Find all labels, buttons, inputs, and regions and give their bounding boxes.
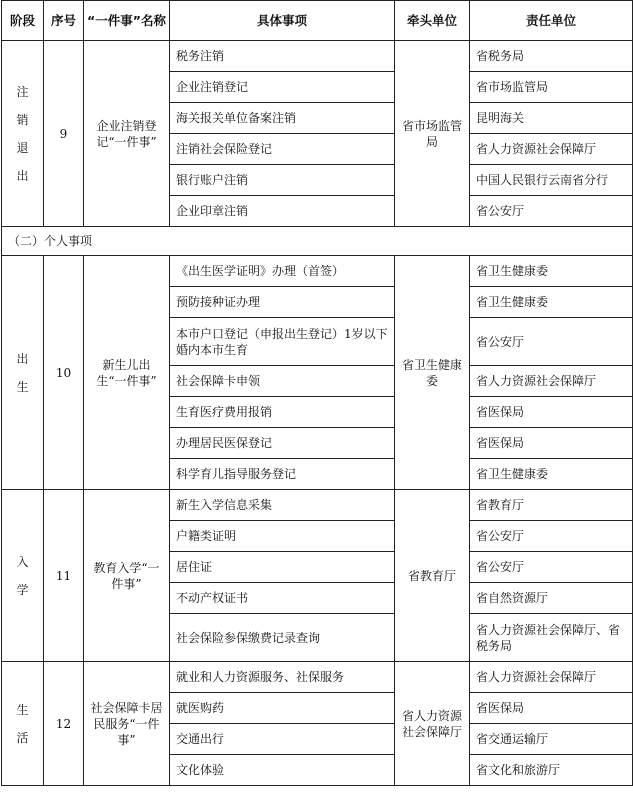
lead-unit-cell: 省教育厅 [395, 490, 470, 662]
lead-unit-cell: 省市场监管局 [395, 41, 470, 227]
matter-name-cell: 新生儿出生“一件事” [84, 256, 170, 490]
matter-name-cell: 教育入学“一件事” [84, 490, 170, 662]
item-cell: 户籍类证明 [170, 521, 395, 552]
item-cell: 不动产权证书 [170, 583, 395, 614]
matter-name-cell: 社会保障卡居民服务“一件事” [84, 662, 170, 786]
number-cell: 12 [44, 662, 84, 786]
number-cell: 11 [44, 490, 84, 662]
dept-cell: 中国人民银行云南省分行 [470, 165, 633, 196]
item-cell: 《出生医学证明》办理（首签） [170, 256, 395, 287]
dept-cell: 省公安厅 [470, 521, 633, 552]
dept-cell: 省人力资源社会保障厅 [470, 366, 633, 397]
header-stage: 阶段 [2, 1, 44, 41]
dept-cell: 省医保局 [470, 397, 633, 428]
section-title: （二）个人事项 [2, 227, 633, 256]
dept-cell: 省卫生健康委 [470, 287, 633, 318]
item-cell: 科学育儿指导服务登记 [170, 459, 395, 490]
dept-cell: 省人力资源社会保障厅、省税务局 [470, 614, 633, 662]
dept-cell: 省自然资源厅 [470, 583, 633, 614]
dept-cell: 省人力资源社会保障厅 [470, 134, 633, 165]
item-cell: 社会保障卡申领 [170, 366, 395, 397]
dept-cell: 省公安厅 [470, 318, 633, 366]
stage-cell: 注销退出 [2, 41, 44, 227]
item-cell: 办理居民医保登记 [170, 428, 395, 459]
dept-cell: 省卫生健康委 [470, 459, 633, 490]
number-cell: 10 [44, 256, 84, 490]
stage-cell: 生活 [2, 662, 44, 786]
dept-cell: 省卫生健康委 [470, 256, 633, 287]
dept-cell: 省税务局 [470, 41, 633, 72]
section-row [2, 227, 633, 256]
header-lead-unit: 牵头单位 [395, 1, 470, 41]
table-row [2, 41, 633, 72]
item-cell: 海关报关单位备案注销 [170, 103, 395, 134]
dept-cell: 省市场监管局 [470, 72, 633, 103]
dept-cell: 省医保局 [470, 693, 633, 724]
stage-cell: 入学 [2, 490, 44, 662]
stage-cell: 出生 [2, 256, 44, 490]
item-cell: 银行账户注销 [170, 165, 395, 196]
lead-unit-cell: 省卫生健康委 [395, 256, 470, 490]
number-cell: 9 [44, 41, 84, 227]
item-cell: 社会保险参保缴费记录查询 [170, 614, 395, 662]
item-cell: 就医购药 [170, 693, 395, 724]
header-matter-name: “一件事”名称 [84, 1, 170, 41]
lead-unit-cell: 省人力资源社会保障厅 [395, 662, 470, 786]
item-cell: 税务注销 [170, 41, 395, 72]
item-cell: 企业注销登记 [170, 72, 395, 103]
dept-cell: 昆明海关 [470, 103, 633, 134]
header-specific-item: 具体事项 [170, 1, 395, 41]
dept-cell: 省人力资源社会保障厅 [470, 662, 633, 693]
item-cell: 企业印章注销 [170, 196, 395, 227]
table-row [2, 256, 633, 287]
dept-cell: 省交通运输厅 [470, 724, 633, 755]
item-cell: 生育医疗费用报销 [170, 397, 395, 428]
header-number: 序号 [44, 1, 84, 41]
dept-cell: 省公安厅 [470, 196, 633, 227]
matters-table [1, 0, 633, 786]
item-cell: 居住证 [170, 552, 395, 583]
dept-cell: 省文化和旅游厅 [470, 755, 633, 786]
table-row [2, 662, 633, 693]
dept-cell: 省公安厅 [470, 552, 633, 583]
item-cell: 文化体验 [170, 755, 395, 786]
dept-cell: 省教育厅 [470, 490, 633, 521]
item-cell: 本市户口登记（申报出生登记）1岁以下婚内本市生育 [170, 318, 395, 366]
item-cell: 注销社会保险登记 [170, 134, 395, 165]
item-cell: 新生入学信息采集 [170, 490, 395, 521]
matter-name-cell: 企业注销登记“一件事” [84, 41, 170, 227]
table-row [2, 490, 633, 521]
header-responsible-unit: 责任单位 [470, 1, 633, 41]
item-cell: 交通出行 [170, 724, 395, 755]
dept-cell: 省医保局 [470, 428, 633, 459]
item-cell: 预防接种证办理 [170, 287, 395, 318]
item-cell: 就业和人力资源服务、社保服务 [170, 662, 395, 693]
